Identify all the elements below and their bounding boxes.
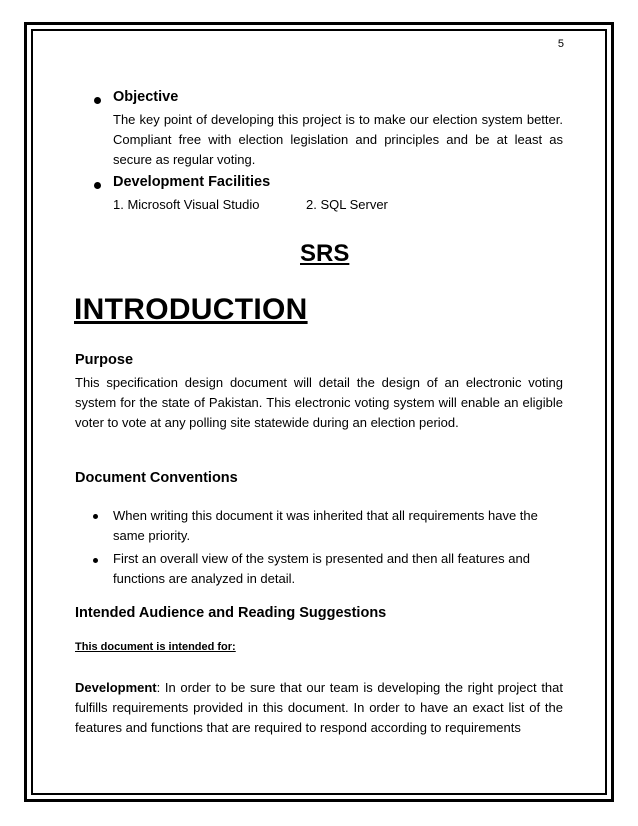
bullet-icon xyxy=(93,514,98,519)
facility-item-1: 1. Microsoft Visual Studio xyxy=(113,197,260,212)
convention-item-1: When writing this document it was inherited that all requirements have the same priority. xyxy=(113,508,538,543)
introduction-title: INTRODUCTION xyxy=(74,293,308,326)
development-facilities-heading: Development Facilities xyxy=(113,174,271,190)
objective-text: The key point of developing this project is to make our election system better. Compliant free with election legislation and principles and be at least as secure as regular voting. xyxy=(113,112,563,167)
document-conventions-heading: Document Conventions xyxy=(75,470,238,486)
bullet-icon xyxy=(93,558,98,563)
intended-for-label: This document is intended for: xyxy=(75,641,236,653)
page-number: 5 xyxy=(557,38,564,50)
bullet-icon xyxy=(94,97,101,104)
development-label: Development xyxy=(75,680,157,695)
purpose-heading: Purpose xyxy=(75,352,134,368)
srs-title: SRS xyxy=(300,240,350,267)
bullet-icon xyxy=(94,182,101,189)
development-text: : In order to be sure that our team is developing the right project that fulfills requirements provided in this document. In order to have an exact list of the features and functions that are required to respond according to requirements xyxy=(75,680,563,735)
facility-item-2: 2. SQL Server xyxy=(306,197,388,212)
development-paragraph xyxy=(75,678,563,738)
objective-heading: Objective xyxy=(113,89,179,105)
purpose-text: This specification design document will detail the design of an electronic voting system for the state of Pakistan. This electronic voting system will enable an eligible voter to vote at any polling site statewide during an election period. xyxy=(75,375,563,430)
convention-item-2: First an overall view of the system is presented and then all features and functions are analyzed in detail. xyxy=(113,551,530,586)
intended-audience-heading: Intended Audience and Reading Suggestions xyxy=(75,605,387,621)
